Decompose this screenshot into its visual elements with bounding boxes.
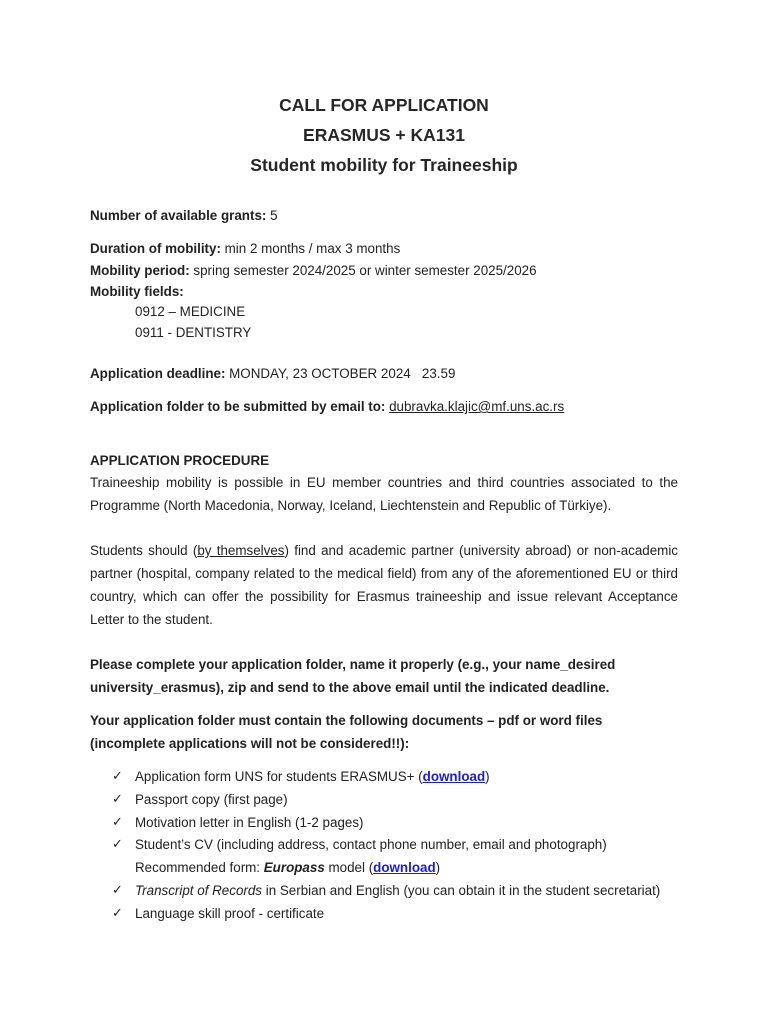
grants-line: [90, 208, 278, 223]
check-icon: ✓: [112, 814, 123, 829]
field-item: 0911 - DENTISTRY: [135, 325, 252, 340]
europass-emphasis: Europass: [263, 860, 325, 875]
check-icon: ✓: [112, 905, 123, 920]
procedure-paragraph-1: Traineeship mobility is possible in EU member countries and third countries associated to the Programme (North Macedonia, Norway, Iceland, Liechtenstein and Republic of Türkiye).: [90, 475, 678, 513]
list-item: [135, 883, 660, 898]
title-subject: Student mobility for Traineeship: [250, 155, 518, 175]
duration-value: min 2 months / max 3 months: [220, 241, 401, 256]
download-link-europass[interactable]: download: [373, 860, 436, 875]
download-link-application-form[interactable]: download: [422, 769, 486, 784]
deadline-value: MONDAY, 23 OCTOBER 2024 23.59: [225, 366, 456, 381]
title-call: CALL FOR APPLICATION: [279, 95, 489, 115]
list-item-text: Application form UNS for students ERASMUS+ (: [135, 769, 423, 784]
procedure-paragraph-4: Your application folder must contain the following documents – pdf or word files (incomplete applications will not be considered!!):: [90, 713, 603, 751]
procedure-paragraph-2: [90, 539, 678, 631]
para2-text: Students should (: [90, 543, 198, 558]
list-item-text: in Serbian and English (you can obtain it in the student secretariat): [262, 883, 661, 898]
title-program: ERASMUS + KA131: [303, 125, 465, 145]
period-value: spring semester 2024/2025 or winter semester 2025/2026: [189, 263, 537, 278]
check-icon: ✓: [112, 836, 123, 851]
grants-value: 5: [266, 208, 278, 223]
fields-label: Mobility fields:: [90, 284, 184, 299]
check-icon: ✓: [112, 768, 123, 783]
list-item: Language skill proof - certificate: [135, 906, 325, 921]
submission-label: Application folder to be submitted by email to:: [90, 399, 386, 414]
deadline-label: Application deadline:: [90, 366, 226, 381]
field-item: 0912 – MEDICINE: [135, 304, 246, 319]
transcript-emphasis: Transcript of Records: [135, 883, 263, 898]
check-icon: ✓: [112, 882, 123, 897]
duration-line: [90, 241, 400, 256]
para2-text: ) find and academic partner (university abroad) or non-academic partner (hospital, company related to the medical field) from any of the aforementioned EU or third country, which can offer the possibility for Erasmus traineeship and issue relevant Acceptance Letter to the student.: [90, 543, 679, 627]
list-item: [135, 769, 490, 784]
grants-label: Number of available grants:: [90, 208, 267, 223]
list-item-text: ): [485, 769, 490, 784]
duration-label: Duration of mobility:: [90, 241, 221, 256]
submission-line: [90, 399, 564, 414]
list-item-text: ): [435, 860, 441, 875]
check-icon: ✓: [112, 791, 123, 806]
list-item: Student’s CV (including address, contact phone number, email and photograph): [135, 837, 607, 852]
list-item-text: Recommended form:: [135, 860, 264, 875]
email-link[interactable]: dubravka.klajic@mf.uns.ac.rs: [389, 399, 565, 414]
list-item: Passport copy (first page): [135, 792, 288, 807]
list-item: Motivation letter in English (1-2 pages): [135, 815, 364, 830]
procedure-paragraph-3: Please complete your application folder, name it properly (e.g., your name_desired university_erasmus), zip and send to the above email until the indicated deadline.: [90, 657, 616, 695]
para2-underlined: by themselves: [197, 543, 285, 558]
list-item-continuation: [135, 860, 440, 875]
procedure-heading: APPLICATION PROCEDURE: [90, 453, 270, 468]
period-line: [90, 263, 537, 278]
period-label: Mobility period:: [90, 263, 190, 278]
deadline-line: [90, 366, 455, 381]
list-item-text: model (: [324, 860, 374, 875]
